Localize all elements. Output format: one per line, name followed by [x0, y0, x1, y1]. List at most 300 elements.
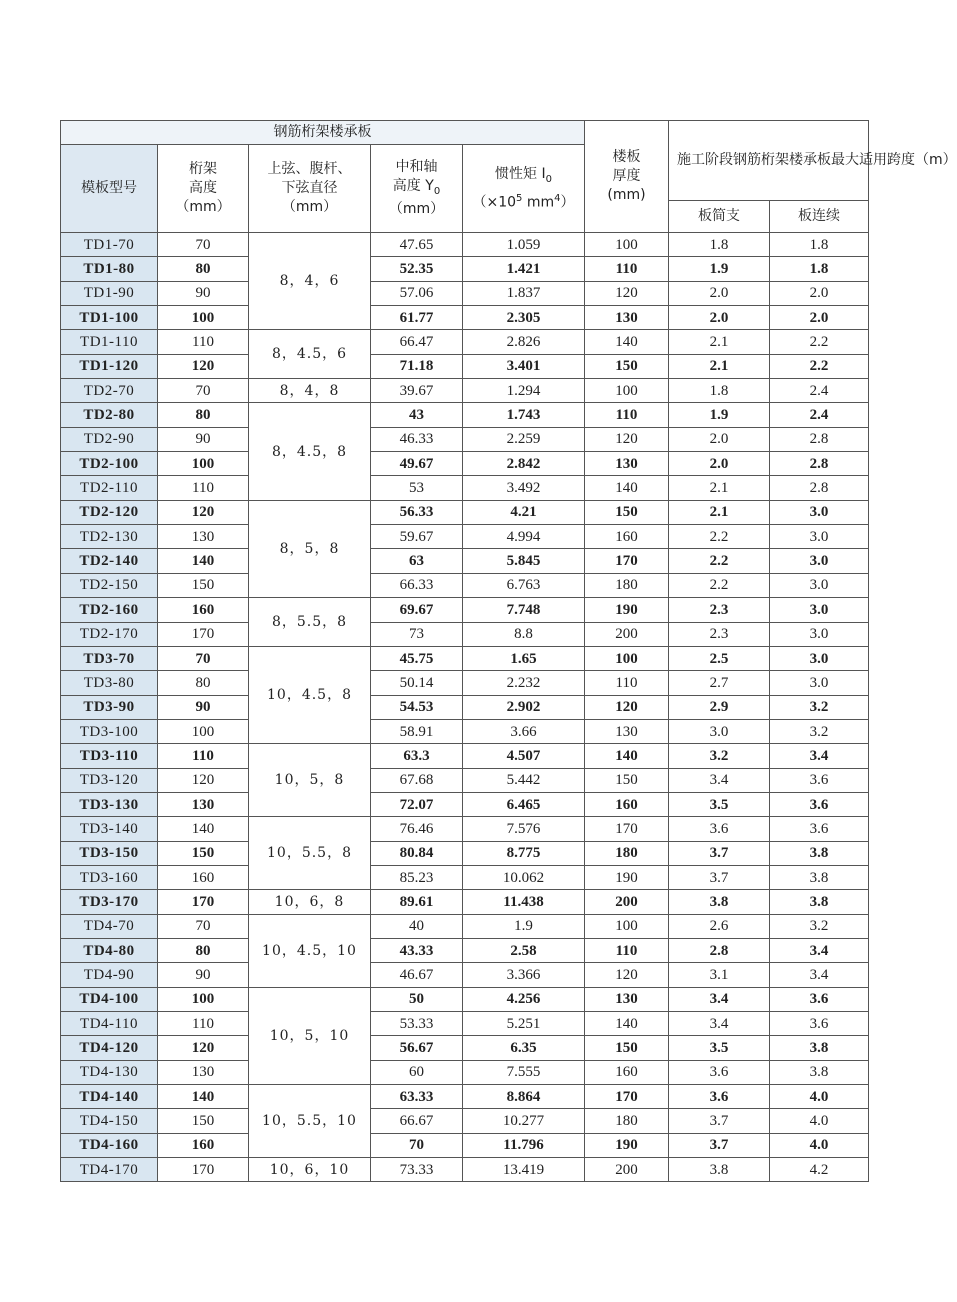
- span-simple-cell: 3.6: [669, 1085, 770, 1109]
- model-cell: TD2-150: [61, 573, 158, 597]
- truss-height-cell: 80: [158, 403, 249, 427]
- diameter-line-1: 上弦、腹杆、: [267, 161, 352, 177]
- span-continuous-cell: 2.8: [770, 427, 869, 451]
- diameter-cell: 10，6，8: [249, 890, 371, 914]
- neutral-axis-cell: 56.33: [371, 500, 463, 524]
- table-row: [61, 354, 869, 378]
- truss-height-cell: 170: [158, 622, 249, 646]
- inertia-cell: 11.438: [463, 890, 585, 914]
- model-cell: TD2-110: [61, 476, 158, 500]
- span-continuous-cell: 4.0: [770, 1085, 869, 1109]
- table-row: [61, 1012, 869, 1036]
- table-row: [61, 500, 869, 524]
- truss-height-cell: 100: [158, 306, 249, 330]
- diameter-cell: 10，5，8: [249, 744, 371, 817]
- table-row: [61, 841, 869, 865]
- span-continuous-cell: 3.6: [770, 987, 869, 1011]
- model-cell: TD2-170: [61, 622, 158, 646]
- model-cell: TD4-110: [61, 1012, 158, 1036]
- span-continuous-cell: 3.0: [770, 500, 869, 524]
- slab-thickness-cell: 140: [585, 330, 669, 354]
- neutral-axis-cell: 56.67: [371, 1036, 463, 1060]
- inertia-cell: 6.763: [463, 573, 585, 597]
- slab-thickness-cell: 100: [585, 914, 669, 938]
- neutral-axis-cell: 43: [371, 403, 463, 427]
- span-continuous-cell: 4.0: [770, 1133, 869, 1157]
- inertia-cell: 10.277: [463, 1109, 585, 1133]
- span-simple-cell: 3.4: [669, 768, 770, 792]
- inertia-cell: 2.826: [463, 330, 585, 354]
- span-simple-cell: 2.0: [669, 427, 770, 451]
- inertia-cell: 1.837: [463, 281, 585, 305]
- slab-thickness-cell: 190: [585, 865, 669, 889]
- neutral-axis-cell: 50.14: [371, 671, 463, 695]
- truss-height-cell: 80: [158, 671, 249, 695]
- group-title: 钢筋桁架楼承板: [61, 121, 585, 145]
- table-row: [61, 525, 869, 549]
- span-continuous-cell: 2.8: [770, 452, 869, 476]
- truss-height-cell: 70: [158, 914, 249, 938]
- model-cell: TD4-70: [61, 914, 158, 938]
- neutral-axis-cell: 66.47: [371, 330, 463, 354]
- slab-thickness-cell: 150: [585, 354, 669, 378]
- table-row: [61, 403, 869, 427]
- table-row: [61, 1158, 869, 1182]
- truss-deck-spec-table: [60, 120, 957, 1182]
- diameter-cell: 10，5，10: [249, 987, 371, 1084]
- model-cell: TD2-100: [61, 452, 158, 476]
- slab-thickness-cell: 130: [585, 719, 669, 743]
- neutral-axis-cell: 71.18: [371, 354, 463, 378]
- span-continuous-cell: 2.8: [770, 476, 869, 500]
- slab-thickness-cell: 130: [585, 306, 669, 330]
- table-row: [61, 379, 869, 403]
- span-simple-cell: 3.8: [669, 1158, 770, 1182]
- truss-height-cell: 110: [158, 1012, 249, 1036]
- span-continuous-cell: 1.8: [770, 233, 869, 257]
- model-cell: TD3-100: [61, 719, 158, 743]
- model-cell: TD1-90: [61, 281, 158, 305]
- inertia-cell: 3.401: [463, 354, 585, 378]
- slab-thickness-cell: 110: [585, 671, 669, 695]
- truss-height-cell: 120: [158, 768, 249, 792]
- span-simple-cell: 1.8: [669, 379, 770, 403]
- neutral-axis-label: 高度 Y: [392, 177, 434, 194]
- span-simple-cell: 2.7: [669, 671, 770, 695]
- span-simple-cell: 2.0: [669, 452, 770, 476]
- slab-thickness-cell: 130: [585, 987, 669, 1011]
- slab-thickness-line-2: 厚度: [612, 168, 641, 184]
- table-row: [61, 938, 869, 962]
- truss-height-cell: 80: [158, 257, 249, 281]
- neutral-axis-cell: 63: [371, 549, 463, 573]
- span-simple-cell: 3.4: [669, 1012, 770, 1036]
- span-simple-cell: 2.8: [669, 938, 770, 962]
- slab-thickness-cell: 180: [585, 841, 669, 865]
- span-continuous-cell: 3.8: [770, 890, 869, 914]
- model-cell: TD2-160: [61, 598, 158, 622]
- inertia-label: 惯性矩 I: [495, 165, 546, 182]
- truss-height-cell: 130: [158, 1060, 249, 1084]
- model-cell: TD3-80: [61, 671, 158, 695]
- slab-thickness-cell: 190: [585, 598, 669, 622]
- truss-height-cell: 150: [158, 1109, 249, 1133]
- table-row: [61, 890, 869, 914]
- inertia-cell: 1.059: [463, 233, 585, 257]
- inertia-cell: 2.305: [463, 306, 585, 330]
- span-simple-cell: 1.9: [669, 257, 770, 281]
- table-row: [61, 1036, 869, 1060]
- neutral-axis-cell: 52.35: [371, 257, 463, 281]
- neutral-axis-cell: 73: [371, 622, 463, 646]
- model-cell: TD1-80: [61, 257, 158, 281]
- slab-thickness-cell: 120: [585, 963, 669, 987]
- span-continuous-cell: 3.0: [770, 525, 869, 549]
- slab-thickness-cell: 200: [585, 890, 669, 914]
- span-continuous-cell: 3.0: [770, 622, 869, 646]
- truss-height-line-3: （mm）: [175, 199, 231, 215]
- inertia-cell: 7.576: [463, 817, 585, 841]
- span-continuous-cell: 2.0: [770, 281, 869, 305]
- table-row: [61, 1085, 869, 1109]
- inertia-unit-a: （×10: [472, 194, 517, 211]
- span-simple-cell: 3.7: [669, 1133, 770, 1157]
- neutral-axis-cell: 85.23: [371, 865, 463, 889]
- diameter-cell: 8，5.5，8: [249, 598, 371, 647]
- neutral-axis-header: [371, 145, 463, 233]
- truss-height-cell: 150: [158, 573, 249, 597]
- model-cell: TD4-90: [61, 963, 158, 987]
- inertia-cell: 1.421: [463, 257, 585, 281]
- truss-height-cell: 160: [158, 865, 249, 889]
- span-continuous-cell: 2.2: [770, 330, 869, 354]
- neutral-axis-cell: 66.33: [371, 573, 463, 597]
- model-cell: TD3-140: [61, 817, 158, 841]
- truss-height-cell: 170: [158, 890, 249, 914]
- neutral-axis-line-1: 中和轴: [395, 158, 438, 175]
- span-simple-cell: 2.2: [669, 549, 770, 573]
- inertia-cell: 4.21: [463, 500, 585, 524]
- inertia-cell: 11.796: [463, 1133, 585, 1157]
- slab-thickness-cell: 200: [585, 622, 669, 646]
- table-row: [61, 792, 869, 816]
- span-continuous-cell: 3.8: [770, 841, 869, 865]
- neutral-axis-cell: 63.3: [371, 744, 463, 768]
- neutral-axis-cell: 43.33: [371, 938, 463, 962]
- span-continuous-cell: 2.4: [770, 379, 869, 403]
- diameter-cell: 8，4.5，6: [249, 330, 371, 379]
- slab-thickness-cell: 140: [585, 744, 669, 768]
- model-cell: TD2-70: [61, 379, 158, 403]
- span-simple-cell: 2.5: [669, 646, 770, 670]
- span-continuous-cell: 3.6: [770, 792, 869, 816]
- span-simple-cell: 1.8: [669, 233, 770, 257]
- truss-height-line-2: 高度: [189, 180, 217, 196]
- model-cell: TD2-120: [61, 500, 158, 524]
- model-cell: TD3-110: [61, 744, 158, 768]
- span-continuous-cell: 3.2: [770, 719, 869, 743]
- span-simple-cell: 3.0: [669, 719, 770, 743]
- span-continuous-cell: 4.2: [770, 1158, 869, 1182]
- model-cell: TD4-120: [61, 1036, 158, 1060]
- inertia-exp-5: 5: [516, 192, 523, 204]
- truss-height-cell: 120: [158, 354, 249, 378]
- inertia-subscript: 0: [545, 173, 552, 185]
- table-row: [61, 1109, 869, 1133]
- span-simple-cell: 3.7: [669, 865, 770, 889]
- inertia-cell: 3.366: [463, 963, 585, 987]
- span-simple-cell: 3.7: [669, 1109, 770, 1133]
- model-cell: TD3-70: [61, 646, 158, 670]
- span-simple-cell: 2.1: [669, 500, 770, 524]
- table-row: [61, 914, 869, 938]
- inertia-cell: 2.58: [463, 938, 585, 962]
- inertia-cell: 2.259: [463, 427, 585, 451]
- table-row: [61, 622, 869, 646]
- model-cell: TD4-160: [61, 1133, 158, 1157]
- model-cell: TD3-150: [61, 841, 158, 865]
- truss-height-cell: 70: [158, 646, 249, 670]
- span-simple-cell: 2.2: [669, 525, 770, 549]
- span-simple-cell: 3.5: [669, 1036, 770, 1060]
- diameter-cell: 10，4.5，10: [249, 914, 371, 987]
- inertia-cell: 4.507: [463, 744, 585, 768]
- diameter-cell: 10，6，10: [249, 1158, 371, 1182]
- slab-thickness-cell: 170: [585, 1085, 669, 1109]
- truss-height-cell: 120: [158, 500, 249, 524]
- model-cell: TD1-100: [61, 306, 158, 330]
- truss-height-cell: 140: [158, 1085, 249, 1109]
- slab-thickness-cell: 110: [585, 938, 669, 962]
- neutral-axis-cell: 46.67: [371, 963, 463, 987]
- inertia-cell: 4.256: [463, 987, 585, 1011]
- slab-thickness-cell: 120: [585, 281, 669, 305]
- span-continuous-cell: 3.0: [770, 598, 869, 622]
- slab-thickness-line-3: (mm): [607, 187, 646, 203]
- slab-thickness-cell: 160: [585, 525, 669, 549]
- inertia-unit-b: mm: [522, 194, 555, 211]
- span-continuous-cell: 3.4: [770, 963, 869, 987]
- model-cell: TD1-110: [61, 330, 158, 354]
- inertia-cell: 1.65: [463, 646, 585, 670]
- model-cell: TD1-70: [61, 233, 158, 257]
- span-simple-cell: 1.9: [669, 403, 770, 427]
- neutral-axis-cell: 69.67: [371, 598, 463, 622]
- slab-thickness-cell: 160: [585, 1060, 669, 1084]
- slab-thickness-cell: 200: [585, 1158, 669, 1182]
- neutral-axis-cell: 76.46: [371, 817, 463, 841]
- inertia-cell: 8.8: [463, 622, 585, 646]
- slab-thickness-cell: 180: [585, 1109, 669, 1133]
- span-continuous-cell: 3.0: [770, 549, 869, 573]
- slab-thickness-header: [585, 121, 669, 233]
- inertia-cell: 13.419: [463, 1158, 585, 1182]
- continuous-header: 板连续: [770, 201, 869, 233]
- model-cell: TD4-80: [61, 938, 158, 962]
- diameter-line-3: （mm）: [281, 199, 338, 215]
- table-body: [61, 233, 869, 1182]
- diameter-line-2: 下弦直径: [281, 180, 338, 196]
- span-continuous-cell: 1.8: [770, 257, 869, 281]
- table-row: [61, 768, 869, 792]
- truss-height-cell: 130: [158, 792, 249, 816]
- truss-height-cell: 70: [158, 379, 249, 403]
- slab-thickness-cell: 110: [585, 403, 669, 427]
- truss-height-cell: 90: [158, 281, 249, 305]
- span-simple-cell: 2.0: [669, 306, 770, 330]
- inertia-cell: 2.902: [463, 695, 585, 719]
- inertia-line-1: [463, 165, 584, 189]
- neutral-axis-cell: 63.33: [371, 1085, 463, 1109]
- slab-thickness-cell: 100: [585, 233, 669, 257]
- inertia-cell: 1.294: [463, 379, 585, 403]
- model-cell: TD3-120: [61, 768, 158, 792]
- span-continuous-cell: 3.8: [770, 1036, 869, 1060]
- inertia-cell: 5.251: [463, 1012, 585, 1036]
- diameter-cell: 8，4，8: [249, 379, 371, 403]
- span-simple-cell: 2.0: [669, 281, 770, 305]
- model-cell: TD3-90: [61, 695, 158, 719]
- slab-thickness-cell: 100: [585, 379, 669, 403]
- neutral-axis-cell: 57.06: [371, 281, 463, 305]
- table-row: [61, 281, 869, 305]
- truss-height-cell: 160: [158, 1133, 249, 1157]
- table-row: [61, 573, 869, 597]
- slab-thickness-cell: 190: [585, 1133, 669, 1157]
- truss-height-cell: 100: [158, 987, 249, 1011]
- inertia-cell: 2.842: [463, 452, 585, 476]
- slab-thickness-line-1: 楼板: [612, 149, 641, 165]
- span-simple-cell: 3.4: [669, 987, 770, 1011]
- inertia-header: [463, 145, 585, 233]
- table-row: [61, 671, 869, 695]
- span-continuous-cell: 3.4: [770, 744, 869, 768]
- inertia-cell: 8.864: [463, 1085, 585, 1109]
- span-simple-cell: 3.8: [669, 890, 770, 914]
- inertia-cell: 8.775: [463, 841, 585, 865]
- model-cell: TD1-120: [61, 354, 158, 378]
- truss-height-cell: 110: [158, 476, 249, 500]
- slab-thickness-cell: 140: [585, 1012, 669, 1036]
- model-header: 模板型号: [61, 145, 158, 233]
- truss-height-cell: 90: [158, 427, 249, 451]
- truss-height-cell: 80: [158, 938, 249, 962]
- table-row: [61, 598, 869, 622]
- model-cell: TD3-170: [61, 890, 158, 914]
- neutral-axis-cell: 60: [371, 1060, 463, 1084]
- table-row: [61, 549, 869, 573]
- span-simple-cell: 2.1: [669, 476, 770, 500]
- neutral-axis-cell: 54.53: [371, 695, 463, 719]
- inertia-cell: 5.845: [463, 549, 585, 573]
- model-cell: TD2-90: [61, 427, 158, 451]
- neutral-axis-cell: 47.65: [371, 233, 463, 257]
- diameter-cell: 10，5.5，10: [249, 1085, 371, 1158]
- span-continuous-cell: 2.4: [770, 403, 869, 427]
- table-row: [61, 987, 869, 1011]
- truss-height-cell: 100: [158, 719, 249, 743]
- inertia-cell: 1.743: [463, 403, 585, 427]
- inertia-cell: 1.9: [463, 914, 585, 938]
- truss-height-line-1: 桁架: [189, 161, 217, 177]
- slab-thickness-cell: 120: [585, 695, 669, 719]
- table-row: [61, 452, 869, 476]
- table-row: [61, 427, 869, 451]
- neutral-axis-cell: 50: [371, 987, 463, 1011]
- span-continuous-cell: 3.8: [770, 1060, 869, 1084]
- table-row: [61, 646, 869, 670]
- model-cell: TD3-160: [61, 865, 158, 889]
- slab-thickness-cell: 140: [585, 476, 669, 500]
- model-cell: TD2-130: [61, 525, 158, 549]
- table-row: [61, 330, 869, 354]
- inertia-exp-4: 4: [554, 192, 561, 204]
- table-row: [61, 1060, 869, 1084]
- neutral-axis-line-3: （mm）: [388, 201, 445, 218]
- truss-height-cell: 140: [158, 817, 249, 841]
- slab-thickness-cell: 120: [585, 427, 669, 451]
- neutral-axis-cell: 46.33: [371, 427, 463, 451]
- slab-thickness-cell: 170: [585, 549, 669, 573]
- truss-height-cell: 150: [158, 841, 249, 865]
- span-continuous-cell: 2.2: [770, 354, 869, 378]
- table-row: [61, 719, 869, 743]
- neutral-axis-cell: 39.67: [371, 379, 463, 403]
- span-continuous-cell: 3.0: [770, 646, 869, 670]
- diameter-cell: 10，5.5，8: [249, 817, 371, 890]
- inertia-cell: 3.492: [463, 476, 585, 500]
- model-cell: TD4-150: [61, 1109, 158, 1133]
- span-continuous-cell: 3.8: [770, 865, 869, 889]
- model-cell: TD4-130: [61, 1060, 158, 1084]
- inertia-cell: 6.465: [463, 792, 585, 816]
- neutral-axis-cell: 58.91: [371, 719, 463, 743]
- inertia-cell: 2.232: [463, 671, 585, 695]
- diameter-header: [249, 145, 371, 233]
- neutral-axis-cell: 72.07: [371, 792, 463, 816]
- span-simple-cell: 2.3: [669, 598, 770, 622]
- neutral-axis-cell: 53: [371, 476, 463, 500]
- neutral-axis-cell: 40: [371, 914, 463, 938]
- neutral-axis-subscript: 0: [433, 185, 441, 197]
- truss-height-cell: 130: [158, 525, 249, 549]
- model-cell: TD3-130: [61, 792, 158, 816]
- slab-thickness-cell: 100: [585, 646, 669, 670]
- span-continuous-cell: 3.6: [770, 768, 869, 792]
- span-simple-cell: 3.5: [669, 792, 770, 816]
- model-cell: TD4-100: [61, 987, 158, 1011]
- truss-height-cell: 100: [158, 452, 249, 476]
- span-continuous-cell: 3.6: [770, 817, 869, 841]
- neutral-axis-cell: 53.33: [371, 1012, 463, 1036]
- inertia-cell: 7.748: [463, 598, 585, 622]
- slab-thickness-cell: 110: [585, 257, 669, 281]
- span-simple-cell: 3.1: [669, 963, 770, 987]
- span-simple-cell: 3.2: [669, 744, 770, 768]
- neutral-axis-cell: 66.67: [371, 1109, 463, 1133]
- table-row: [61, 1133, 869, 1157]
- truss-height-cell: 160: [158, 598, 249, 622]
- table-row: [61, 744, 869, 768]
- neutral-axis-cell: 73.33: [371, 1158, 463, 1182]
- span-simple-cell: 2.2: [669, 573, 770, 597]
- slab-thickness-cell: 150: [585, 500, 669, 524]
- model-cell: TD4-170: [61, 1158, 158, 1182]
- span-simple-cell: 3.6: [669, 1060, 770, 1084]
- span-continuous-cell: 4.0: [770, 1109, 869, 1133]
- slab-thickness-cell: 160: [585, 792, 669, 816]
- table-row: [61, 695, 869, 719]
